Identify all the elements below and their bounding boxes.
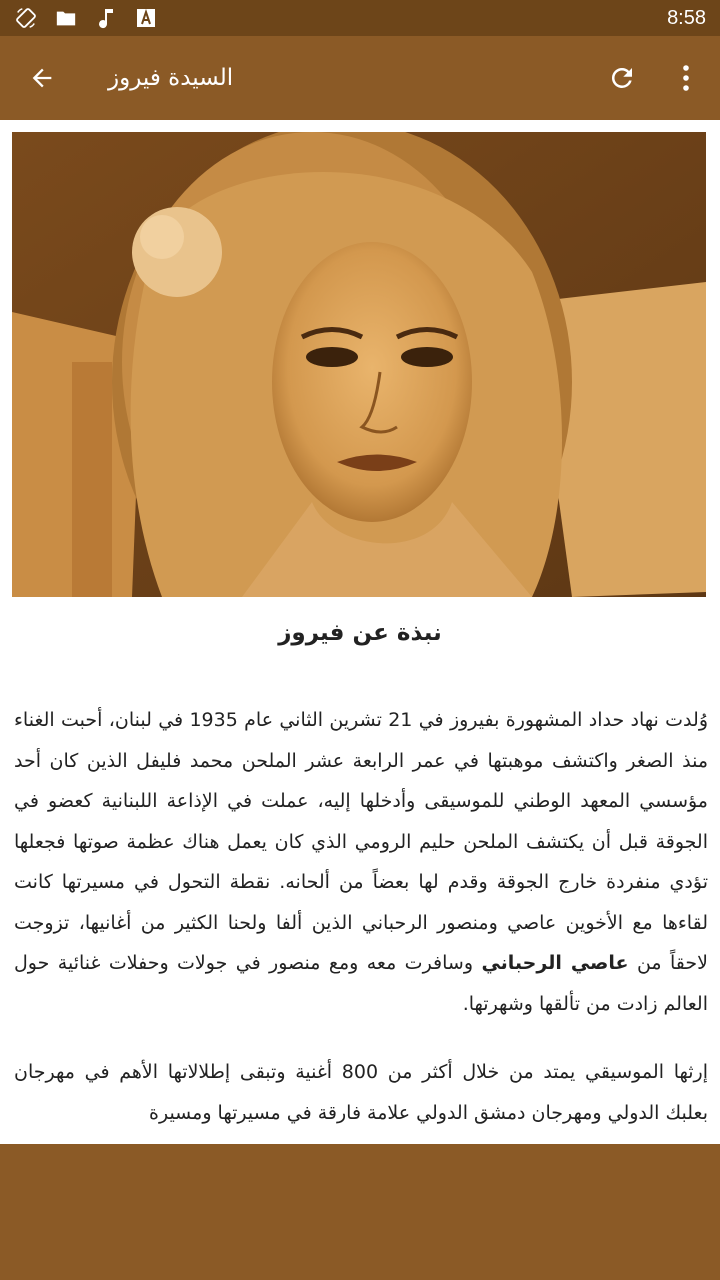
portrait-image	[12, 132, 706, 597]
page-title: السيدة فيروز	[108, 65, 234, 91]
article-paragraph-1	[14, 700, 708, 1024]
bottom-banner-area	[0, 1144, 720, 1280]
refresh-button[interactable]	[600, 58, 644, 98]
article-content[interactable]	[0, 120, 720, 1144]
paragraph-text: وُلدت نهاد حداد المشهورة بفيروز في 21 تشرين الثاني عام 1935 في لبنان، أحبت الغناء منذ الصغر واكتشف موهبتها في عمر الرابعة عشر الملحن محمد فليفل الذين كان أحد مؤسسي المعهد الوطني للموسيقى وأدخلها إليه، عملت في الإذاعة اللبنانية كعضو في الجوقة قبل أن يكتشف الملحن حليم الرومي الذي كان يعمل هناك عظمة صوتها فجعلها تؤدي منفردة خارج الجوقة وقدم لها بعضاً من ألحانه. نقطة التحول في مسيرتها كانت لقاءها مع الأخوين عاصي ومنصور الرحباني الذين ألفا ولحنا الكثير من أغانيها، تزوجت لاحقاً من	[14, 709, 708, 974]
arrow-back-icon	[28, 64, 56, 92]
status-icons	[14, 6, 158, 30]
app-bar	[0, 36, 720, 120]
status-time: 8:58	[667, 6, 706, 29]
text-a-icon	[134, 6, 158, 30]
article-paragraph-2: إرثها الموسيقي يمتد من خلال أكثر من 800 أغنية وتبقى إطلالاتها الأهم في مهرجان بعلبك الدولي ومهرجان دمشق الدولي علامة فارقة في مسيرتها ومسيرة	[14, 1061, 708, 1124]
overflow-menu-button[interactable]	[666, 58, 706, 98]
article-heading: نبذة عن فيروز	[278, 620, 442, 646]
refresh-icon	[607, 63, 637, 93]
paragraph-text: وسافرت معه ومع منصور في جولات وحفلات غنائية حول العالم زادت من تألقها وشهرتها.	[14, 952, 708, 1015]
paragraph-bold-name: عاصي الرحباني	[481, 952, 629, 974]
screen-rotation-icon	[14, 6, 38, 30]
folder-icon	[54, 6, 78, 30]
music-note-icon	[94, 6, 118, 30]
more-vert-icon	[681, 64, 691, 92]
back-button[interactable]	[20, 58, 64, 98]
status-bar	[0, 0, 720, 36]
